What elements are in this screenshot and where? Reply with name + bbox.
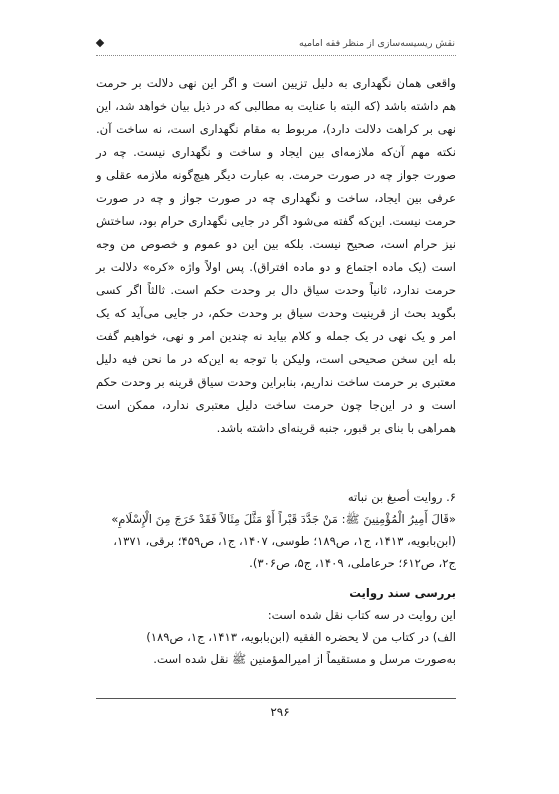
- hadith-quote: «قَالَ أَمِیرُ الْمُؤْمِنِینَ ﷺ: مَنْ جَدَّدَ قَبْراً أَوْ مَثَّلَ مِثَالاً فَقَدْ خَرَجَ مِنَ الْإِسْلَامِ»: [111, 512, 456, 526]
- footer-divider: [96, 698, 456, 699]
- page-number: ۲۹۶: [270, 705, 290, 719]
- running-header: [95, 34, 455, 52]
- subsection-heading-text: بررسی سند روایت: [349, 586, 456, 600]
- sources-line-2: ج۲، ص۶۱۲؛ حرعاملی، ۱۴۰۹، ج۵، ص۳۰۶).: [249, 556, 456, 570]
- sources-line-1: (ابن‌بابویه، ۱۴۱۳، ج۱، ص۱۸۹؛ طوسی، ۱۴۰۷، ج۱، ص۴۵۹؛ برقی، ۱۳۷۱،: [113, 534, 456, 548]
- main-paragraph: [96, 72, 456, 440]
- source-alef-line: الف) در کتاب من لا یحضره الفقیه (ابن‌بابویه، ۱۴۱۳، ج۱، ص۱۸۹): [146, 630, 456, 644]
- final-line: به‌صورت مرسل و مستقیماً از امیرالمؤمنین ﷺ نقل شده است.: [153, 652, 456, 666]
- paragraph-text: واقعی همان نگهداری به دلیل تزیین است و اگر این نهی دلالت بر حرمت هم داشته باشد (که البته با عنایت به مطالبی که در ذیل بیان خواهد شد، این نهی بر کراهت دلالت دارد)، مربوط به مقام نگهداری است، نه ساخت آن. نکته مهم آن‌که ملازمه‌ای بین ایجاد و ساخت و نگهداری نیست. چه در صورت جواز چه در صورت حرمت. به عبارت دیگر هیچ‌گونه ملازمه عقلی و عرفی بین ایجاد، ساخت و نگهداری چه در صورت جواز و چه در صورت حرمت نیست. این‌که گفته می‌شود اگر در جایی نگهداری حرام بود، ساختش نیز حرام است، صحیح نیست. بلکه بین این دو عموم و خصوص من وجه است (یک ماده اجتماع و دو ماده افتراق). پس اولاً واژه «کره» دلالت بر حرمت ندارد، ثانیاً وحدت سیاق دال بر وحدت حکم است. ثالثاً اگر کسی بگوید بحث از قرینیت وحدت سیاق بر وحدت حکم، در جایی می‌آید که یک امر و یک نهی در یک جمله و کلام بیاید نه چندین امر و نهی، خواهیم گفت بله این سخن صحیحی است، ولیکن با توجه به این‌که در ما نحن فیه دلیل معتبری بر حرمت ساخت نداریم، بنابراین وحدت سیاق قرینه بر وحدت حکم است و در این‌جا چون حرمت ساخت دلیل معتبری ندارد، ممکن است همراهی با بنای بر قبور، جنبه قرینه‌ای داشته باشد.: [96, 76, 456, 435]
- subsection-heading: [96, 582, 456, 604]
- hadith-sources: [96, 530, 456, 574]
- header-divider: [96, 55, 456, 56]
- section-title: ۶. روایت أصبغ بن نباته: [347, 490, 456, 504]
- narration-line: این روایت در سه کتاب نقل شده است:: [267, 608, 456, 622]
- running-header-title: نقش ریسیسه‌سازی از منظر فقه امامیه: [298, 37, 455, 49]
- ornament-diamond-icon: [96, 39, 104, 47]
